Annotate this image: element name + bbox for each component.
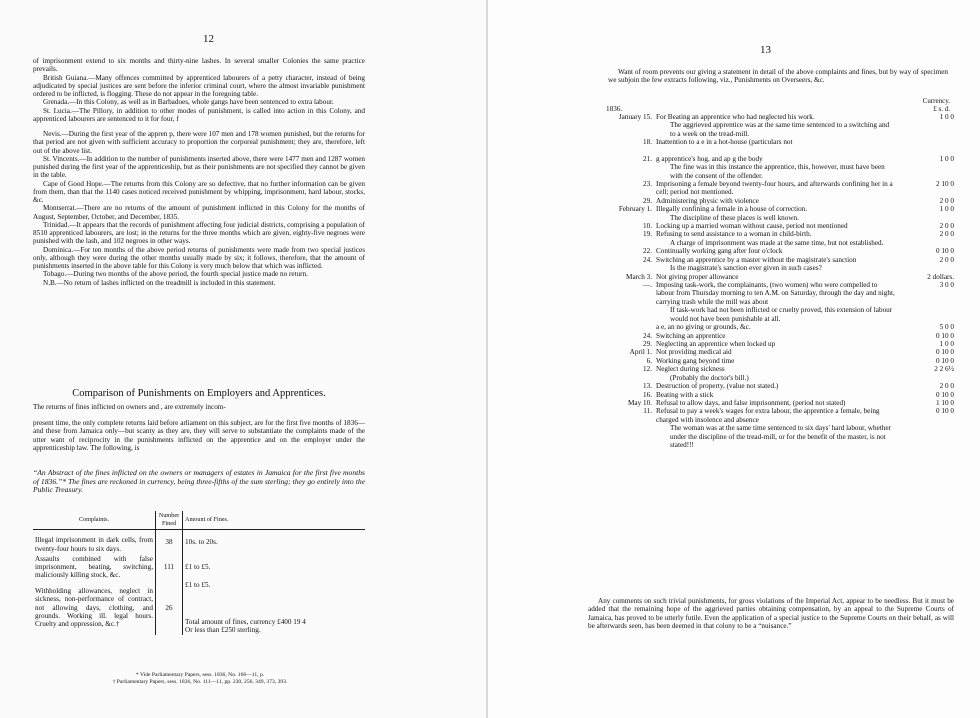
right-intro-text: Want of room prevents our giving a statement in detail of the above complaints and fines, but by way of specimen we subjoin the few extracts following, viz., Punishments on Overseers, &c. [608,68,948,85]
entry-date: March 3. [626,272,652,281]
entry-desc: Neglect during sickness [656,365,725,374]
entry-desc: Refusing to send assistance to a woman in child-birth. [656,230,812,239]
entry-note: The woman was at the same time sentenced to six days' hard labour, whether under the discipline of the tread-mill, or for the benefit of the master, is not stated!!! [670,424,891,450]
entry-amount: 2 10 0 [936,179,954,188]
row-amount: £1 to £5. [185,563,211,572]
row-complaint: Withholding allowances, neglect in sickness, non-performance of contract, not allowing days, clothing, and grounds. Working ill. legal hours. Cruelty and oppression, &c.† [33,580,156,635]
paragraph-dominica: Dominica.—For ten months of the above period returns of punishments were made from two special justices only, although they were during the other months usually made by six; it follows, therefore, that the amount of punishments inserted in the above table for this Colony is very much below that which was inflicted. [33,245,365,270]
entry-note: The discipline of these places is well known. [670,213,799,222]
paragraph-nb: N.B.—No return of lashes inflicted on the treadmill is included in this statement. [43,278,276,287]
right-page-number: 13 [760,44,771,56]
entry-date: 22. [643,247,652,256]
entry-note: The aggrieved apprentice was at the same time sentenced to a switching and to a week on the tread-mill. [670,121,890,138]
table-row [33,530,365,554]
entry-note: The fine was in this instance the apprentice, this, however, must have been with the consent of the offender. [670,163,885,180]
entry-amount: 5 0 0 [939,323,954,332]
entry-desc: Refusal to pay a week's wages for extra labour, the apprentice a female, being charged with insolence and absence [656,407,880,424]
entry-date: 29. [643,339,652,348]
entry-date: 18. [643,138,652,147]
entry-amount [896,138,954,146]
paragraph-montserrat: Montserrat.—There are no returns of the amount of punishment inflicted in this Colony for the months of August, September, October, and December, 1835. [33,204,365,221]
entry-desc: Inattention to a e in a hot-house (particulars not [656,138,793,147]
paragraph-tobago: Tobago.—During two months of the above period, the fourth special justice made no return. [43,270,308,279]
entry-desc: For Beating an apprentice who had neglected his work. [656,113,815,121]
entry-date [588,323,656,331]
paragraph-st-lucia: St. Lucia.—The Pillory, in addition to other modes of punishment, is called into action in this Colony, and apprenticed labourers are sentenced to it for four, f [33,106,365,123]
entry-amount: 0 10 0 [936,356,954,365]
entry-amount: 1 0 0 [939,339,954,348]
left-body-text [33,57,365,287]
list-item [588,323,954,331]
row-amount-cell [183,580,366,635]
entry-date: —. [643,281,652,290]
entry-amount: 0 10 0 [936,407,954,416]
entry-amount: 1 0 0 [939,113,954,121]
paragraph-british-guiana: British Guiana.—Many offences committed by apprenticed labourers of a petty character, instead of being adjudicated by special justices are sent before the inferior criminal court, where the almost invariable punishment ordered to be inflicted, is flogging. These do not appear in the foregoing table. [33,73,365,98]
entry-note: Is the magistrate's sanction ever given in such cases? [670,264,822,273]
entry-date: 12. [643,365,652,374]
table-row [33,580,365,635]
list-item [588,230,954,247]
list-item [588,281,954,323]
entry-date: 21. [643,154,652,163]
list-item [588,365,954,382]
row-amount: £1 to £5. [185,581,211,590]
entry-date: February 1. [618,205,652,214]
table-row [33,554,365,581]
list-item [588,273,954,281]
row-number: 38 [156,530,183,554]
entry-amount: 0 10 0 [936,390,954,399]
list-item [588,205,954,222]
list-item [588,399,954,407]
entry-desc: Imposing task-work, the complainants, (two women) who were compelled to labour from Thursday morning to ten A.M. on Saturday, through the day and night, carrying trash while the mill was about [656,281,895,306]
list-item [588,382,954,390]
paragraph-trinidad: Trinidad.—It appears that the records of punishment affecting four judicial districts, comprising a population of 8510 apprenticed labourers, are lost; in the returns for the three months which are given, eighty-five negroes were punished with the lash, and 102 negroes in other ways. [33,220,365,246]
entry-amount: 2 dollars. [927,272,954,281]
list-item [588,391,954,399]
row-complaint: Assaults combined with false imprisonment, beating, switching, maliciously killing stock, &c. [33,554,156,581]
entry-desc: Switching an apprentice [656,331,726,340]
entry-amount: 1 0 0 [939,205,954,214]
entry-desc: Neglecting an apprentice when locked up [656,339,776,348]
entry-desc: Not giving proper allowance [656,272,739,281]
entry-amount: 0 10 0 [936,247,954,256]
entry-desc: Destruction of property, (value not stated.) [656,382,779,391]
entry-desc: g apprentice's hog, and ap g the body [656,154,763,163]
entry-desc: Not providing medical aid [656,348,732,357]
entry-date: 11. [643,407,652,416]
col-amount: Amount of Fines. [183,511,366,530]
entry-desc: Switching an apprentice by a master without the magistrate's sanction [656,255,857,264]
fines-entries-list [588,113,954,449]
list-item [588,357,954,365]
currency-units: £ s. d. [933,105,950,113]
row-number: 26 [156,580,183,635]
entry-amount: 2 0 0 [939,230,954,239]
entry-date: April 1. [629,348,652,357]
entry-amount: 2 0 0 [939,382,954,391]
entry-date: 13. [643,382,652,391]
footnote-2: † Parliamentary Papers, sess. 1836, No. 111—11, pp. 230, 256, 349, 373, 393. [112,679,288,685]
list-item [588,113,954,138]
entry-date: 19. [643,230,652,239]
intro-line-1: The returns of fines inflicted on owners and , are extremely incom- [33,403,226,411]
right-intro [608,68,948,85]
entry-amount: 2 2 6½ [934,365,954,374]
entry-date: 29. [643,196,652,205]
entry-desc: Illegally confining a female in a house of correction. [656,205,808,214]
list-item [588,340,954,348]
entry-desc: Imprisoning a female beyond twenty-four hours, and afterwards confining her in a cell; period not mentioned. [656,179,893,197]
entry-desc: Beating with a stick [656,390,714,399]
list-item [588,155,954,180]
closing-text: Any comments on such trivial punishments, for gross violations of the Imperial Act, appear to be needless. But it must be added that the remaining hope of the aggrieved parties obtaining compensation, by an appeal to the Supreme Courts of Jamaica, has proved to be utterly futile. Even the application of a special justice to the Supreme Courts on their behalf, as will be afterwards seen, has been deemed in that colony to be a “nuisance.” [588,597,954,630]
entry-amount: 1 0 0 [939,154,954,163]
abstract-quote: “An Abstract of the fines inflicted on the owners or managers of estates in Jamaica for the first five months of 1836.”* The fines are reckoned in currency, being three-fifths of the sum sterling; they go entirely into the Public Treasury. [33,468,365,495]
entry-amount: 2 0 0 [939,222,954,231]
left-page-number: 12 [203,33,214,45]
list-item [588,247,954,255]
list-item [588,348,954,356]
entry-date: May 10. [628,398,652,407]
list-item [588,222,954,230]
entry-amount: 2 0 0 [939,196,954,205]
total-amount-currency: Total amount of fines, currency £400 19 4 [185,617,306,626]
entry-desc: Continually working gang after four o'clock [656,247,783,256]
paragraph-intro: of imprisonment extend to six months and thirty-nine lashes. In several smaller Colonies the same practice prevails. [33,57,365,74]
entry-date: 24. [643,255,652,264]
entry-date: 24. [643,331,652,340]
entry-date: January 15. [618,113,652,121]
entry-desc: Working gang beyond time [656,356,735,365]
paragraph-nevis: Nevis.—During the first year of the appren p, there were 107 men and 178 women punished, but the returns for that period are not given with sufficient accuracy to proportion the corporeal punishment; they are, therefore, left out of the above list. [33,130,365,155]
entry-amount: 3 0 0 [939,281,954,290]
entry-date: 16. [643,390,652,399]
col-complaints: Complaints. [33,511,156,530]
year-label: 1836. [606,105,623,113]
total-amount-sterling: Or less than £250 sterling. [185,625,261,634]
list-item [588,138,954,146]
entry-date: 10. [643,222,652,231]
intro-paragraph-2: present time, the only complete returns laid before arliament on this subject, are for the first five months of 1836—and these from Jamaica only—but scanty as they are, they will serve to substantiate the complaints made of the utter want of reciprocity in the punishments inflicted on the apprentice and on the employer under the apprenticeship law. The following, is [33,419,365,452]
list-item [588,197,954,205]
col-number-fined: Number Fined [156,511,183,530]
left-page [0,0,488,718]
entry-amount: 0 10 0 [936,348,954,357]
entry-amount: 2 0 0 [939,255,954,264]
entry-date: 6. [646,356,652,365]
right-page [488,0,980,718]
row-amount: 10s. to 20s. [185,538,218,546]
entry-amount: 1 10 0 [936,398,954,407]
paragraph-cape-of-good-hope: Cape of Good Hope.—The returns from this Colony are so defective, that no further information can be given from them, than that the 1140 cases noticed received punishment by whipping, imprisonment, hard labour, stocks, &c. [33,179,365,204]
list-item [588,256,954,273]
entry-note: If task-work had not been inflicted or cruelty proved, this extension of labour would not have been punishable at all. [670,306,893,323]
section-heading: Comparison of Punishments on Employers and Apprentices. [72,388,326,399]
row-number: 111 [156,554,183,581]
footnote-1: * Vide Parliamentary Papers, sess. 1836, No. 166—11, p. [135,672,265,678]
closing-paragraph [588,597,954,630]
paragraph-grenada: Grenada.—In this Colony, as well as in Barbadoes, whole gangs have been sentenced to extra labour. [43,98,334,107]
entry-date: 23. [643,179,652,188]
entry-note: A charge of imprisonment was made at the same time, but not established. [670,238,884,247]
row-complaint: Illegal imprisonment in dark cells, from twenty-four hours to six days. [33,530,156,554]
entry-desc: a e, an no giving or grounds, &c. [656,323,751,332]
entry-desc: Refusal to allow days, and false imprisonment, (period not stated) [656,398,846,407]
currency-label: Currency. [922,97,950,105]
list-item [588,180,954,197]
fines-table [33,511,365,635]
entry-desc: Administering physic with violence [656,196,759,205]
entry-amount: 0 10 0 [936,331,954,340]
list-item [588,407,954,449]
list-item [588,332,954,340]
entry-note: (Probably the doctor's bill.) [670,373,749,382]
entry-desc: Locking up a married woman without cause, period not mentioned [656,222,848,231]
paragraph-st-vincents: St. Vincents.—In addition to the number of punishments inserted above, there were 1477 men and 1287 women punished during the first year of the apprenticeship, but as their punishments are not specified they cannot be given in the table. [33,154,365,180]
